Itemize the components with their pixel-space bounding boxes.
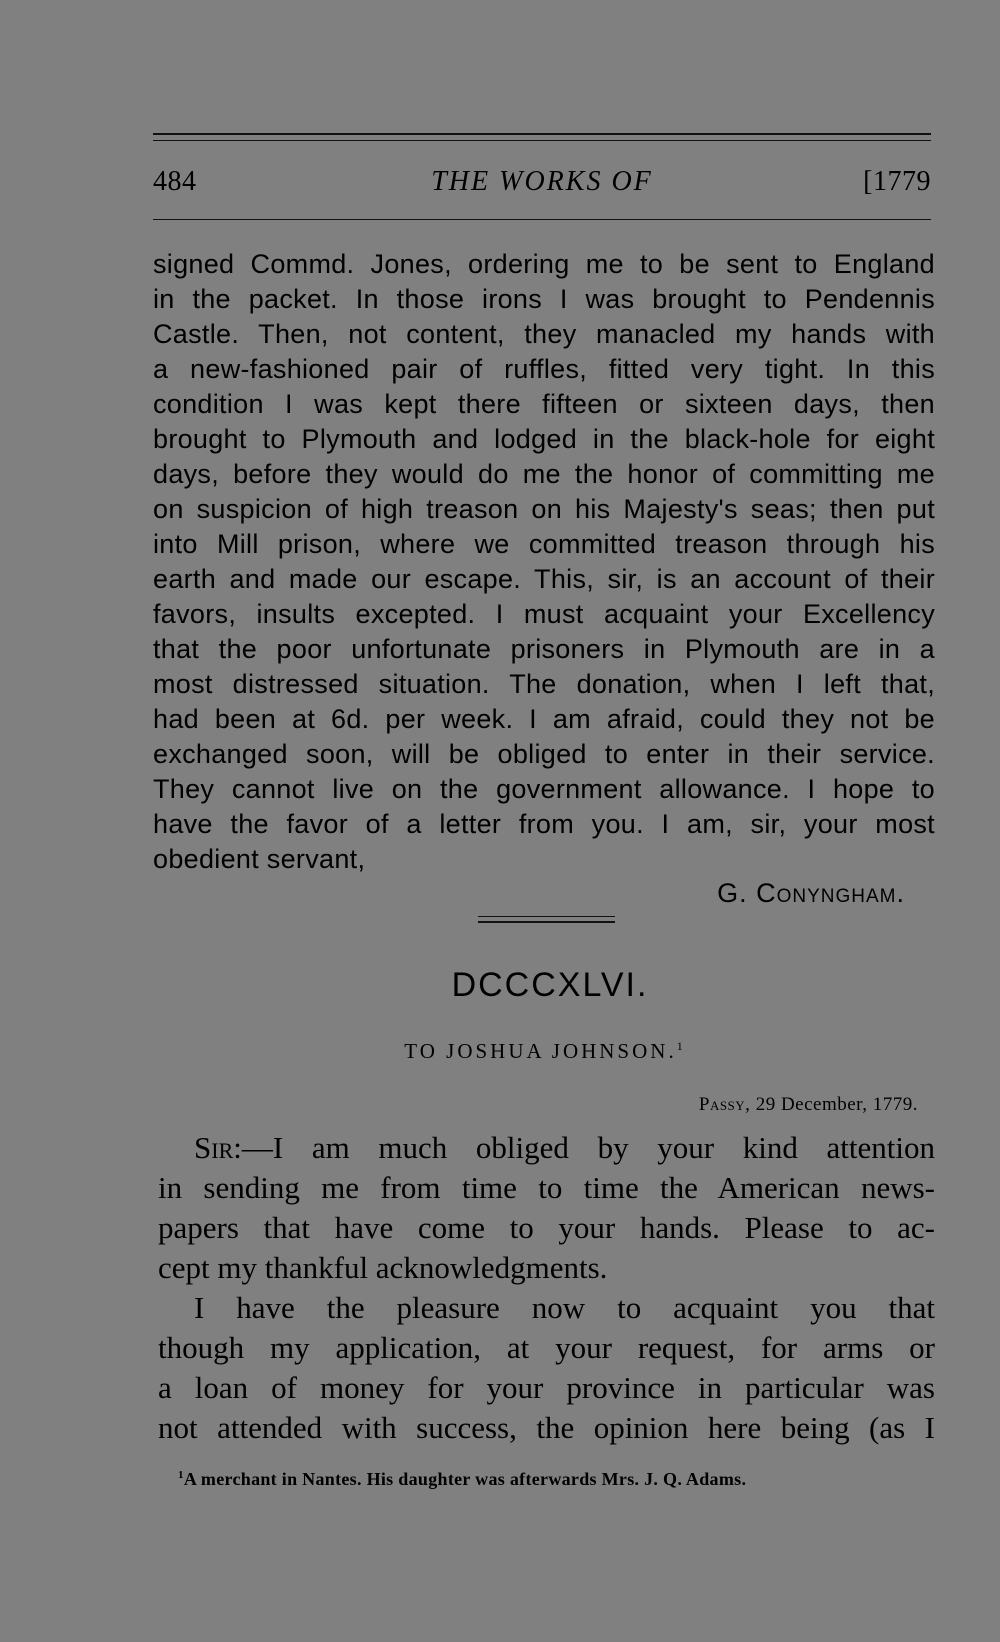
signature-name: Conyngham. bbox=[756, 878, 905, 908]
text-line: in the packet. In those irons I was brought to Pendennis bbox=[153, 284, 935, 314]
section-separator bbox=[478, 916, 615, 917]
text-line: condition I was kept there fifteen or sixteen days, then bbox=[153, 389, 935, 419]
running-title: THE WORKS OF bbox=[431, 166, 653, 197]
text-line: into Mill prison, where we committed treason through his bbox=[153, 529, 935, 559]
text-line: I have the pleasure now to acquaint you that bbox=[194, 1290, 935, 1325]
dateline-place: Passy, bbox=[698, 1094, 751, 1115]
text-line: cept my thankful acknowledgments. bbox=[158, 1250, 608, 1285]
text-line: though my application, at your request, for arms or bbox=[158, 1330, 935, 1365]
footnote-reference: 1 bbox=[676, 1039, 686, 1053]
page-number: 484 bbox=[153, 166, 197, 197]
text-line: brought to Plymouth and lodged in the black-hole for eight bbox=[153, 424, 935, 454]
text-line: exchanged soon, will be obliged to enter in their service. bbox=[153, 739, 935, 769]
running-head bbox=[153, 166, 931, 210]
signature bbox=[717, 878, 905, 909]
previous-letter-text bbox=[153, 247, 935, 877]
letter-body bbox=[158, 1128, 935, 1448]
header-rule-top bbox=[153, 133, 931, 135]
footnote-mark: 1 bbox=[178, 1469, 184, 1481]
text-line: days, before they would do me the honor of committing me bbox=[153, 459, 935, 489]
header-rule-top-thin bbox=[153, 140, 931, 141]
letter-number: DCCCXLVI. bbox=[451, 966, 649, 1004]
footnote bbox=[178, 1469, 746, 1490]
recipient-name: TO JOSHUA JOHNSON. bbox=[404, 1039, 677, 1063]
text-line: Castle. Then, not content, they manacled my hands with bbox=[153, 319, 935, 349]
text-line: had been at 6d. per week. I am afraid, could they not be bbox=[153, 704, 935, 734]
text-line: They cannot live on the government allowance. I hope to bbox=[153, 774, 935, 804]
text-line: signed Commd. Jones, ordering me to be sent to England bbox=[153, 249, 935, 279]
text-line-content: :—I am much obliged by your kind attention bbox=[233, 1130, 935, 1165]
dateline-date: 29 December, 1779. bbox=[755, 1094, 918, 1115]
text-line: on suspicion of high treason on his Majesty's seas; then put bbox=[153, 494, 935, 524]
text-line: have the favor of a letter from you. I am, sir, your most bbox=[153, 809, 935, 839]
signature-initial: G. bbox=[717, 878, 748, 908]
text-line: obedient servant, bbox=[153, 844, 366, 874]
section-separator-thick bbox=[478, 921, 615, 923]
text-line: most distressed situation. The donation, when I left that, bbox=[153, 669, 935, 699]
letter-recipient bbox=[0, 1039, 1000, 1064]
salutation: Sir bbox=[194, 1130, 234, 1165]
text-line: that the poor unfortunate prisoners in Plymouth are in a bbox=[153, 634, 935, 664]
dateline bbox=[699, 1094, 918, 1116]
text-line: favors, insults excepted. I must acquaint your Excellency bbox=[153, 599, 935, 629]
text-line: papers that have come to your hands. Please to ac- bbox=[158, 1210, 935, 1245]
footnote-text: A merchant in Nantes. His daughter was afterwards Mrs. J. Q. Adams. bbox=[183, 1469, 747, 1489]
text-line: a loan of money for your province in particular was bbox=[158, 1370, 935, 1405]
header-rule-bottom bbox=[153, 219, 931, 220]
running-year: [1779 bbox=[863, 166, 931, 197]
text-line: a new-fashioned pair of ruffles, fitted very tight. In this bbox=[153, 354, 935, 384]
text-line bbox=[158, 1128, 935, 1168]
text-line: not attended with success, the opinion here being (as I bbox=[158, 1410, 935, 1445]
text-line: earth and made our escape. This, sir, is an account of their bbox=[153, 564, 935, 594]
text-line: in sending me from time to time the American news- bbox=[158, 1170, 935, 1205]
